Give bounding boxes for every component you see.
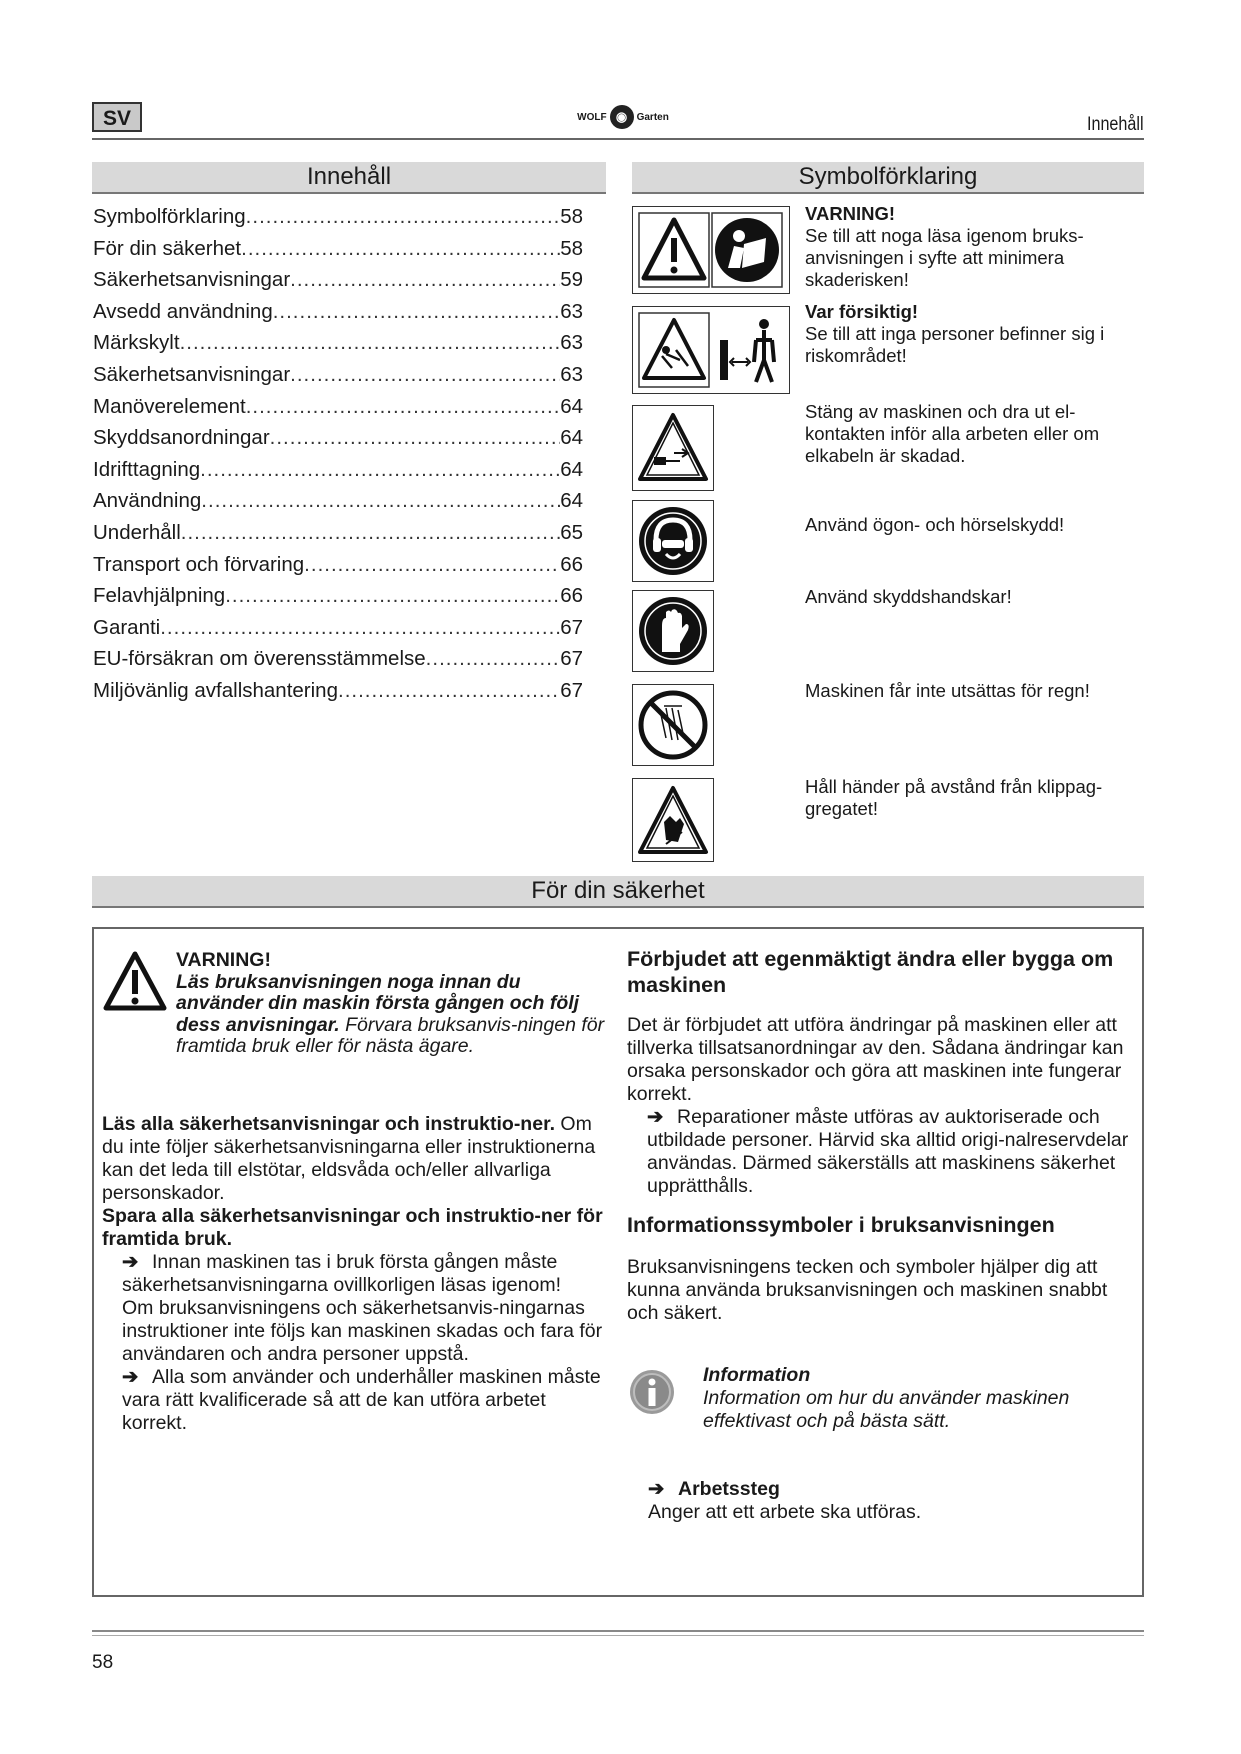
symbol-unplug (632, 405, 714, 491)
arrow-right-icon: ➔ (122, 1251, 139, 1273)
unplug-warning-icon (636, 409, 710, 487)
toc-item[interactable] (93, 458, 583, 490)
toc-item-page: 64 (560, 394, 583, 418)
read-all-paragraph (102, 1113, 614, 1205)
warning-body-bold: Läs bruksanvisningen noga innan du använder din maskin första gången och följ dess anvisningar. (176, 970, 580, 1036)
toc-item-page: 64 (560, 489, 583, 513)
warning-read-manual-icon (636, 210, 786, 290)
toc-item[interactable] (93, 395, 583, 427)
toc-leader-dots (180, 331, 561, 355)
arrow-right-icon: ➔ (648, 1478, 665, 1500)
safety-right-text (627, 946, 1137, 1325)
toc-item-label: Miljövänlig avfallshantering (93, 678, 338, 702)
warning-title: VARNING! (176, 949, 271, 971)
eye-ear-protection-icon (636, 504, 710, 578)
modify-bullet (627, 1106, 1137, 1198)
symbols-title: Symbolförklaring (632, 162, 1144, 194)
toc-item-page: 63 (560, 331, 583, 355)
toc-item[interactable] (93, 205, 583, 237)
symbol-keep-distance (632, 306, 790, 394)
toc-item-label: Idrifttagning (93, 457, 201, 481)
header-section-title: Innehåll (1087, 114, 1144, 135)
toc-item[interactable] (93, 679, 583, 711)
header-rule (92, 138, 1144, 140)
warning-body (176, 972, 606, 1058)
toc-item[interactable] (93, 331, 583, 363)
read-all-bold: Läs alla säkerhetsanvisningar och instruktio-ner. (102, 1113, 555, 1135)
toc-item-label: Avsedd användning (93, 299, 273, 323)
symbol-7-text: Håll händer på avstånd från klippag-gregatet! (805, 776, 1103, 819)
toc-leader-dots (273, 300, 560, 324)
toc-leader-dots (241, 237, 560, 261)
toc-item[interactable] (93, 584, 583, 616)
warning-block (176, 950, 606, 1058)
toc-item-page: 66 (560, 584, 583, 608)
logo-text-left: WOLF (577, 111, 607, 123)
info-symbols-paragraph: Bruksanvisningens tecken och symboler hjälper dig att kunna använda bruksanvisningen och maskinen snabbt och säkert. (627, 1256, 1108, 1324)
footer-rule-thin (92, 1635, 1144, 1636)
toc-leader-dots (290, 268, 560, 292)
toc-item-label: Manöverelement (93, 394, 246, 418)
toc-item-label: EU-försäkran om överensstämmelse (93, 647, 426, 671)
toc-item-page: 64 (560, 457, 583, 481)
logo-text-right: Garten (636, 111, 669, 123)
symbol-2-title: Var försiktig! (805, 301, 919, 322)
toc-leader-dots (290, 363, 560, 387)
toc-leader-dots (181, 521, 560, 545)
no-rain-icon (636, 688, 710, 762)
toc-item-label: Transport och förvaring (93, 552, 305, 576)
warning-body-rest: Förvara bruksanvis-ningen för framtida bruk eller för nästa ägare. (176, 1013, 605, 1057)
modify-bullet-text: Reparationer måste utföras av auktoriserade och utbildade personer. Härvid ska alltid origi-nalreservdelar användas. Därmed säkerställs att maskinens säkerhet upprätthålls. (647, 1106, 1129, 1197)
toc-item-label: Märkskylt (93, 331, 180, 355)
toc-leader-dots (426, 647, 561, 671)
language-badge: SV (92, 102, 142, 132)
toc-leader-dots (160, 616, 560, 640)
toc-item-page: 63 (560, 362, 583, 386)
symbol-6-text: Maskinen får inte utsättas för regn! (805, 680, 1090, 701)
keep-distance-icon (636, 310, 786, 390)
symbol-gloves (632, 590, 714, 672)
symbol-1-text (805, 203, 1145, 291)
toc-leader-dots (246, 395, 560, 419)
wolf-head-icon: ◉ (610, 105, 634, 129)
symbol-3-text: Stäng av maskinen och dra ut el-kontakten inför alla arbeten eller om elkabeln är skadad. (805, 401, 1100, 466)
toc-item[interactable] (93, 363, 583, 395)
toc-item-page: 66 (560, 552, 583, 576)
modify-heading: Förbjudet att egenmäktigt ändra eller bygga om maskinen (627, 947, 1114, 997)
toc-item-label: Användning (93, 489, 202, 513)
bullet-2-text: Alla som använder och underhåller maskinen måste vara rätt kvalificerade så att de kan utföra arbetet korrekt. (122, 1366, 601, 1434)
footer-rule (92, 1630, 1144, 1632)
toc-leader-dots (304, 553, 560, 577)
bullet-1 (102, 1251, 614, 1297)
modify-paragraph: Det är förbjudet att utföra ändringar på maskinen eller att tillverka tillsatsanordningar av den. Sådana ändringar kan orsaka personskador och göra att maskinen inte fungerar korrekt. (627, 1014, 1124, 1105)
toc-item-page: 67 (560, 678, 583, 702)
toc-item-page: 67 (560, 615, 583, 639)
step-title: Arbetssteg (678, 1478, 780, 1500)
warning-triangle-icon (102, 950, 172, 1020)
toc-leader-dots (270, 426, 561, 450)
hand-cutting-warning-icon (636, 782, 710, 858)
toc-leader-dots (225, 584, 560, 608)
toc-item-page: 58 (560, 205, 583, 228)
toc-item-label: Skyddsanordningar (93, 426, 270, 450)
safety-left-text (102, 1113, 614, 1435)
toc-item-page: 65 (560, 520, 583, 544)
toc-item[interactable] (93, 521, 583, 553)
toc-item[interactable] (93, 489, 583, 521)
toc-item-page: 58 (560, 236, 583, 260)
toc-item-page: 59 (560, 268, 583, 292)
toc-item-label: Symbolförklaring (93, 205, 246, 228)
toc-title: Innehåll (92, 162, 606, 194)
toc-leader-dots (200, 458, 560, 482)
symbol-hands-away (632, 778, 714, 862)
toc-leader-dots (201, 489, 560, 513)
toc-item[interactable] (93, 237, 583, 269)
symbol-1-desc: Se till att noga läsa igenom bruks-anvisningen i syfte att minimera skaderisken! (805, 225, 1084, 290)
safety-title: För din säkerhet (92, 876, 1144, 908)
symbol-5-text: Använd skyddshandskar! (805, 586, 1012, 607)
gloves-icon (636, 594, 710, 668)
toc-item-label: Underhåll (93, 520, 181, 544)
save-all-paragraph: Spara alla säkerhetsanvisningar och instruktio-ner för framtida bruk. (102, 1205, 603, 1250)
toc-item-label: Säkerhetsanvisningar (93, 268, 291, 292)
toc-item-page: 67 (560, 647, 583, 671)
info-icon (628, 1368, 676, 1416)
symbol-no-rain (632, 684, 714, 766)
bullet-1-text: Innan maskinen tas i bruk första gången måste säkerhetsanvisningarna ovillkorligen läsas igenom! (122, 1251, 561, 1296)
toc-item[interactable] (93, 426, 583, 458)
symbol-1-title: VARNING! (805, 203, 896, 224)
symbol-4-text: Använd ögon- och hörselskydd! (805, 514, 1065, 535)
arrow-right-icon: ➔ (647, 1106, 664, 1128)
info-symbols-heading: Informationssymboler i bruksanvisningen (627, 1213, 1055, 1237)
toc-item[interactable] (93, 268, 583, 300)
toc-leader-dots (246, 205, 561, 229)
read-all-rest: Om du inte följer säkerhetsanvisningarna eller instruktionerna kan det leda till elstötar, eldsvåda och/eller allvarliga personskador. (102, 1113, 596, 1204)
step-description: Anger att ett arbete ska utföras. (648, 1501, 922, 1523)
brand-logo (558, 102, 688, 132)
info-description: Information om hur du använder maskinen effektivast och på bästa sätt. (703, 1387, 1070, 1432)
bullet-1-continuation: Om bruksanvisningens och säkerhetsanvis-ningarnas instruktioner inte följs kan maskinen skadas och fara för användaren och andra personer uppstå. (122, 1297, 603, 1365)
toc-item-label: För din säkerhet (93, 236, 242, 260)
toc-item[interactable] (93, 616, 583, 648)
arrow-right-icon: ➔ (122, 1366, 139, 1388)
toc-item-page: 64 (560, 426, 583, 450)
toc-item[interactable] (93, 300, 583, 332)
symbol-2-desc: Se till att inga personer befinner sig i riskområdet! (805, 323, 1105, 366)
step-block (648, 1478, 1118, 1524)
toc-item-label: Säkerhetsanvisningar (93, 362, 291, 386)
toc-list (93, 205, 583, 711)
toc-item[interactable] (93, 647, 583, 679)
toc-item-label: Garanti (93, 615, 161, 639)
toc-item[interactable] (93, 553, 583, 585)
toc-leader-dots (338, 679, 560, 703)
toc-item-page: 63 (560, 299, 583, 323)
symbol-eye-ear-protection (632, 500, 714, 582)
page-number: 58 (92, 1652, 114, 1673)
bullet-2 (102, 1366, 614, 1435)
info-block (703, 1364, 1143, 1433)
info-title: Information (703, 1364, 811, 1386)
toc-item-label: Felavhjälpning (93, 584, 226, 608)
symbol-read-manual (632, 206, 790, 294)
symbol-2-text (805, 301, 1145, 367)
